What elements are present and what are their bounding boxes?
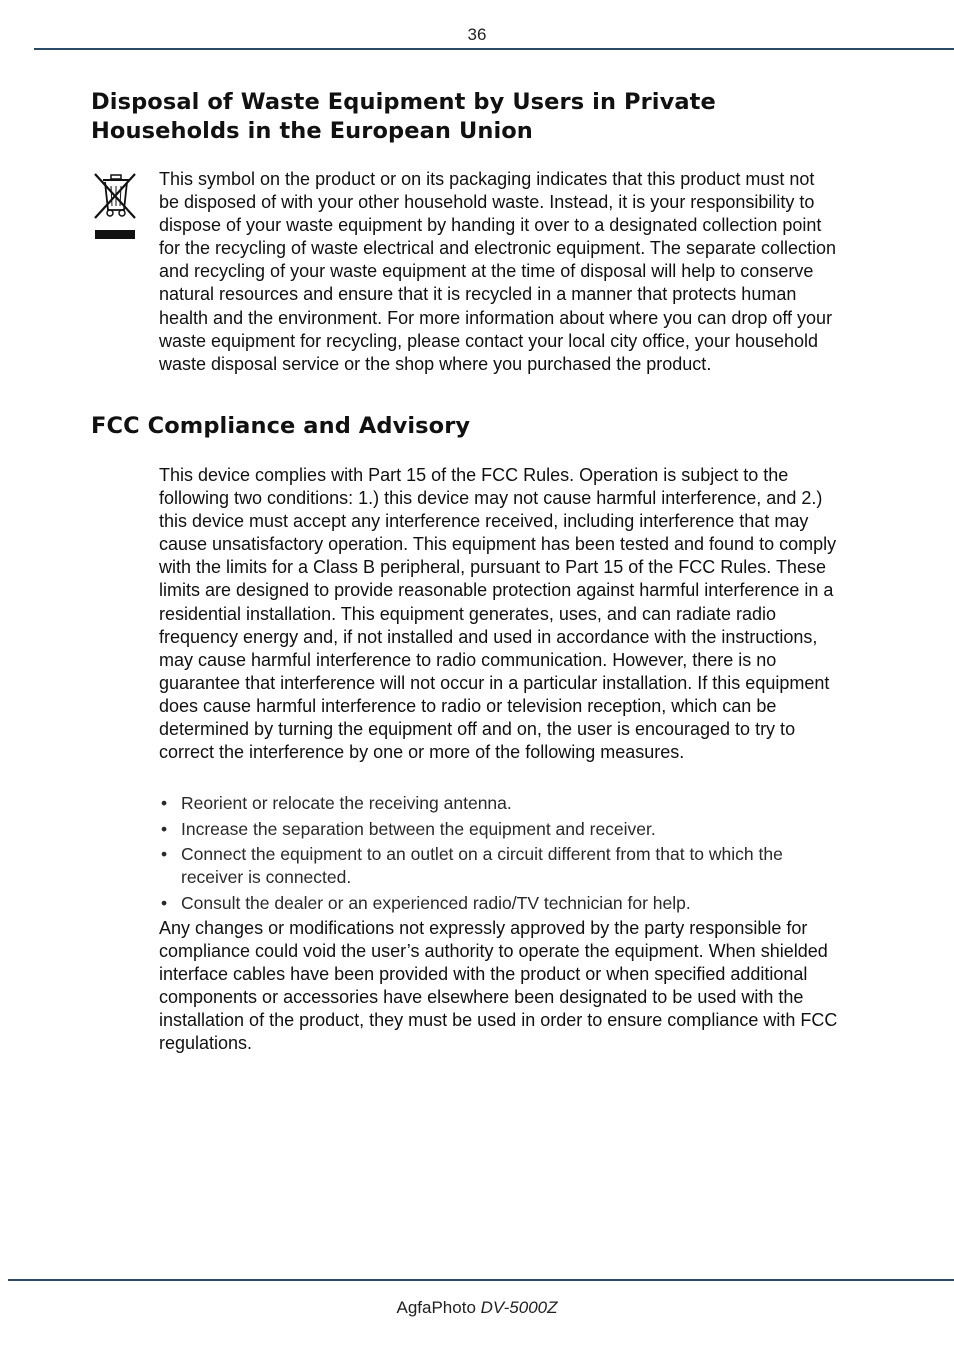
bullet-marker: • [161, 844, 168, 864]
fcc-measures-list [159, 792, 839, 917]
footer-divider [8, 1279, 954, 1281]
fcc-intro: This device complies with Part 15 of the FCC Rules. Operation is subject to the following two conditions: 1.) this device may not cause harmful interference, and 2.) this device must accept any interference received, including interference that may cause unsatisfactory operation. This equipment has been tested and found to comply with the limits for a Class B peripheral, pursuant to Part 15 of the FCC Rules. These limits are designed to provide reasonable protection against harmful interference in a residential installation. This equipment generates, uses, and can radiate radio frequency energy and, if not installed and used in accordance with the instructions, may cause harmful interference to radio communication. However, there is no guarantee that interference will not occur in a particular installation. If this equipment does cause harmful interference to radio or television reception, which can be determined by turning the equipment off and on, the user is encouraged to try to correct the interference by one or more of the following measures. [159, 465, 837, 763]
footer [0, 1298, 954, 1318]
footer-brand: AgfaPhoto [396, 1298, 476, 1317]
measure-text: Increase the separation between the equipment and receiver. [181, 818, 656, 839]
list-item [159, 843, 839, 889]
fcc-closing: Any changes or modifications not expressly approved by the party responsible for compliance could void the user’s authority to operate the equipment. When shielded interface cables have been provided with the product or when specified additional components or accessories have elsewhere been designated to be used with the installation of the product, they must be used in order to ensure compliance with FCC regulations. [159, 918, 838, 1054]
list-item [159, 892, 839, 915]
disposal-body: This symbol on the product or on its packaging indicates that this product must not be disposed of with your other household waste. Instead, it is your responsibility to dispose of your waste equipment by handing it over to a designated collection point for the recycling of waste electrical and electronic equipment. The separate collection and recycling of your waste equipment at the time of disposal will help to conserve natural resources and ensure that it is recycled in a manner that protects human health and the environment. For more information about where you can drop off your waste equipment for recycling, please contact your local city office, your household waste disposal service or the shop where you purchased the product. [159, 169, 837, 374]
measure-text: Reorient or relocate the receiving antenna. [181, 793, 512, 813]
list-item [159, 818, 839, 841]
crossed-out-wheelie-bin-icon [91, 170, 139, 242]
disposal-heading: Disposal of Waste Equipment by Users in Private Households in the European Union [91, 89, 716, 144]
measure-text: Consult the dealer or an experienced radio/TV technician for help. [181, 892, 691, 913]
page-number: 36 [467, 25, 487, 44]
measure-text: Connect the equipment to an outlet on a circuit different from that to which the receiver is connected. [181, 844, 783, 887]
footer-model: DV-5000Z [480, 1298, 558, 1317]
fcc-heading: FCC Compliance and Advisory [91, 413, 471, 439]
bullet-marker: • [161, 793, 168, 813]
header-divider [34, 48, 954, 50]
list-item [159, 792, 839, 815]
bullet-marker: • [161, 818, 168, 839]
bullet-marker: • [161, 892, 168, 913]
